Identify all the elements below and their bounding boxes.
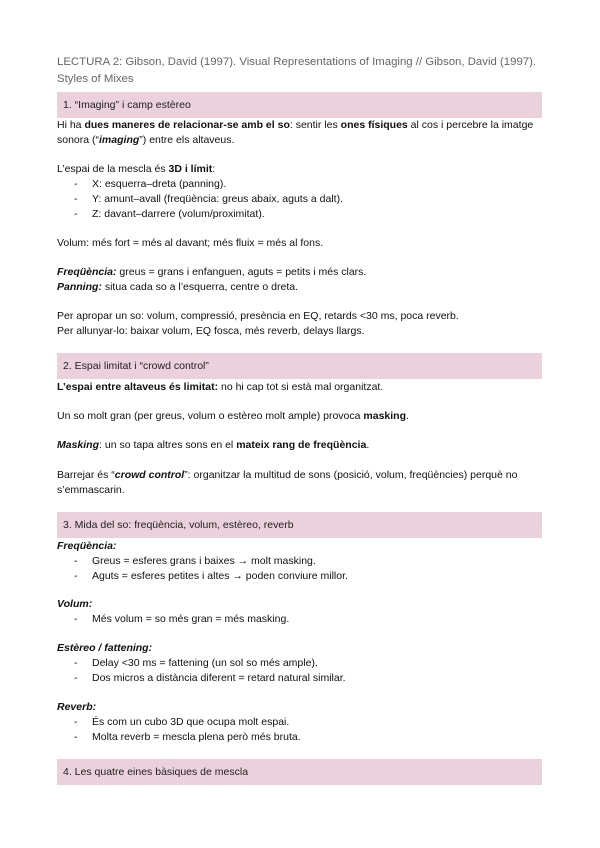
list-item-text: És com un cubo 3D que ocupa molt espai. <box>92 716 290 728</box>
text-run: Un so molt gran (per greus, volum o estèreo molt ample) provoca <box>57 410 364 422</box>
list-item-text: Més volum = so més gran = més masking. <box>92 613 290 625</box>
subheading-frequency: Freqüència: <box>57 540 117 552</box>
list-item-text: Y: amunt–avall (freqüència: greus abaix, aguts a dalt). <box>92 193 343 205</box>
paragraph-limited-space <box>57 380 542 395</box>
list-item-text: Aguts = esferes petites i altes → poden conviure millor. <box>92 570 348 582</box>
text-run: L’espai de la mescla és <box>57 163 169 175</box>
section-3-heading: 3. Mida del so: freqüència, volum, estèreo, reverb <box>63 519 294 531</box>
list-dash: - <box>74 613 78 625</box>
list-item <box>57 192 542 207</box>
text-run-bold: ones físiques <box>340 119 408 131</box>
paragraph-frequency <box>57 265 542 280</box>
list-item-text: X: esquerra–dreta (panning). <box>92 178 227 190</box>
text-run-bold-italic: Masking <box>57 439 100 451</box>
section-3-stereo <box>57 641 542 686</box>
list-item-text: Delay <30 ms = fattening (un sol so més ample). <box>92 657 318 669</box>
list-item-text: Greus = esferes grans i baixes → molt masking. <box>92 555 316 567</box>
list-item <box>57 671 542 686</box>
paragraph-volume: Volum: més fort = més al davant; més fluix = més al fons. <box>57 237 324 249</box>
list-dash: - <box>74 555 78 567</box>
text-run: al cos i percebre la imatge sonora (“ <box>57 119 534 146</box>
paragraph-crowd-control <box>57 468 542 498</box>
paragraph-push-away: Per allunyar-lo: baixar volum, EQ fosca, més reverb, delays llargs. <box>57 325 365 337</box>
list-dash: - <box>74 716 78 728</box>
text-run: . <box>406 410 409 422</box>
text-run: ”: organitzar la multitud de sons (posició, volum, freqüències) perquè no s’emmascarin. <box>57 469 518 496</box>
paragraph-masking <box>57 438 542 453</box>
section-1-freq-pan <box>57 265 542 295</box>
subheading-volume: Volum: <box>57 598 93 610</box>
list-dash: - <box>74 731 78 743</box>
text-run: . <box>366 439 370 451</box>
text-run: no hi cap tot si està mal organitzat. <box>218 381 384 393</box>
list-item <box>57 612 542 627</box>
section-3-reverb <box>57 700 542 745</box>
paragraph-bring-closer: Per apropar un so: volum, compressió, presència en EQ, retards <30 ms, poca reverb. <box>57 310 459 322</box>
text-run-bold: L’espai entre altaveus és limitat: <box>57 381 219 393</box>
text-run: : <box>212 163 216 175</box>
list-item <box>57 656 542 671</box>
text-run-bold-italic: Panning: <box>57 281 102 293</box>
text-run: : sentir les <box>289 119 341 131</box>
list-item-text: Z: davant–darrere (volum/proximitat). <box>92 208 265 220</box>
text-run: Hi ha <box>57 119 85 131</box>
section-1-heading: 1. “Imaging” i camp estèreo <box>63 99 191 111</box>
text-run-bold-italic: Freqüència: <box>57 266 117 278</box>
paragraph-space-3d <box>57 162 542 177</box>
text-run-bold-italic: imaging <box>99 134 140 146</box>
text-run-bold: dues maneres de relacionar-se amb el so <box>84 119 290 131</box>
list-item-text: Dos micros a distància diferent = retard natural similar. <box>92 672 346 684</box>
list-item <box>57 177 542 192</box>
list-item <box>57 569 542 584</box>
section-1-header <box>57 92 542 118</box>
text-run: greus = grans i enfanguen, aguts = petits i més clars. <box>116 266 367 278</box>
list-item <box>57 207 542 222</box>
section-3-header <box>57 512 542 538</box>
text-run: situa cada so a l’esquerra, centre o dreta. <box>101 281 299 293</box>
list-dash: - <box>74 570 78 582</box>
text-run: Barrejar és “ <box>57 469 115 481</box>
list-item-text: Molta reverb = mescla plena però més bruta. <box>92 731 301 743</box>
text-run-bold: mateix rang de freqüència <box>236 439 367 451</box>
text-run: : un so tapa altres sons en el <box>99 439 237 451</box>
section-4-heading: 4. Les quatre eines bàsiques de mescla <box>63 766 249 778</box>
list-item <box>57 554 542 569</box>
section-1-body <box>57 118 542 148</box>
section-3-frequency <box>57 539 542 584</box>
list-dash: - <box>74 672 78 684</box>
section-2-header <box>57 353 542 379</box>
text-run-bold-italic: crowd control <box>114 469 185 481</box>
section-3-volume <box>57 597 542 627</box>
list-item <box>57 715 542 730</box>
section-1-near-far <box>57 309 542 339</box>
paragraph-big-sound <box>57 409 542 424</box>
list-item <box>57 730 542 745</box>
text-run-bold: 3D i límit <box>168 163 213 175</box>
document-title: LECTURA 2: Gibson, David (1997). Visual Representations of Imaging // Gibson, David (1997). Styles of Mixes <box>57 56 537 85</box>
subheading-reverb: Reverb: <box>57 701 97 713</box>
section-1-space <box>57 162 542 222</box>
subheading-stereo: Estèreo / fattening: <box>57 642 153 654</box>
list-dash: - <box>74 178 78 190</box>
list-dash: - <box>74 193 78 205</box>
list-dash: - <box>74 208 78 220</box>
list-dash: - <box>74 657 78 669</box>
text-run-bold: masking <box>363 410 406 422</box>
paragraph-panning <box>57 280 542 295</box>
section-2-heading: 2. Espai limitat i “crowd control” <box>63 360 209 372</box>
paragraph-two-ways <box>57 118 542 148</box>
text-run: ”) entre els altaveus. <box>139 134 235 146</box>
section-4-header <box>57 759 542 785</box>
